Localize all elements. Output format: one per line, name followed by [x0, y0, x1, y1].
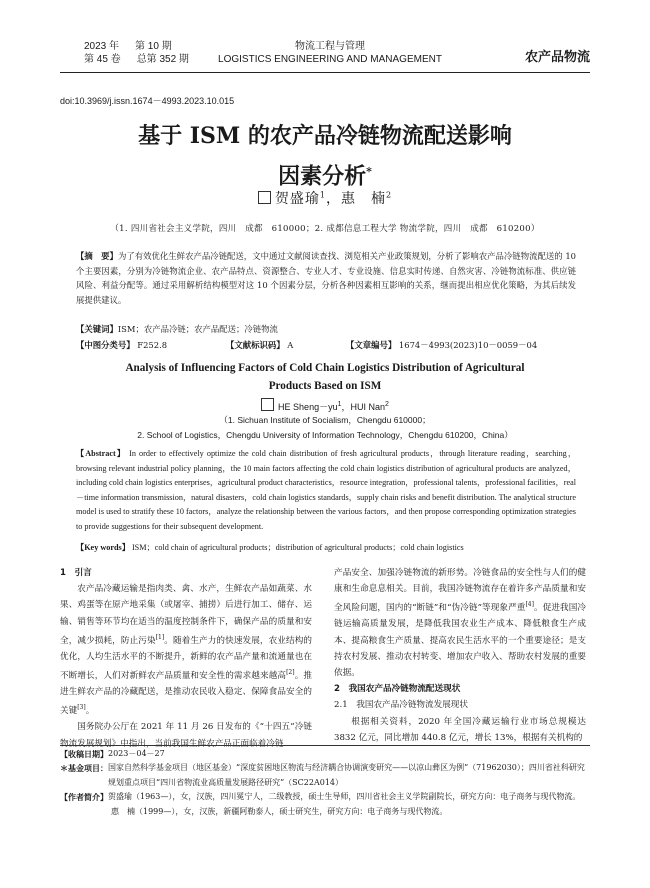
citation: [4] [525, 601, 534, 609]
received-date [60, 747, 590, 761]
author2-en: HUI Nan [350, 402, 386, 412]
citation: [3] [77, 704, 86, 712]
title-fund-mark: * [366, 165, 372, 178]
fund-note [60, 761, 590, 790]
author-bio-label: 【作者简介】 [60, 792, 108, 803]
paragraph-text: 。 [85, 706, 95, 717]
abstract-en-label: 【Abstract】 [76, 449, 127, 458]
authors-cn [60, 188, 590, 208]
journal-name-en: LOGISTICS ENGINEERING AND MANAGEMENT [218, 54, 442, 65]
paragraph-text: 。推进生鲜农产品的冷藏配送，是推动农民收入稳定、保障食品安全的关键 [60, 670, 312, 717]
abstract-cn-label: 【摘 要】 [76, 251, 118, 261]
author-bio [60, 790, 590, 804]
total-issue: 总第 352 期 [136, 54, 189, 65]
received-value: 2023－04－27 [108, 749, 165, 758]
author1-en-sup: 1 [337, 401, 342, 408]
journal-name [200, 40, 460, 66]
title-en-line2: Products Based on ISM [268, 380, 382, 392]
journal-name-cn: 物流工程与管理 [295, 41, 365, 52]
issue: 第 10 期 [135, 41, 172, 52]
author2-cn: 惠 楠 [341, 191, 386, 207]
section-2-1-heading: 2.1 我国农产品冷链物流发展现状 [334, 700, 468, 711]
title-en-line1: Analysis of Influencing Factors of Cold Chain Logistics Distribution of Agricultural [125, 362, 525, 374]
volume: 第 45 卷 [84, 54, 121, 65]
paragraph: 国务院办公厅在 2021 年 11 月 26 日发布的《“十四五”冷链物流发展规划》中指出，当前我国生鲜农产品正面临着冷链 [60, 722, 312, 749]
paper-title-en [80, 359, 570, 395]
article-no-label: 【文章编号】 [346, 340, 397, 350]
body-column-left [60, 565, 312, 752]
clc-value: F252.8 [137, 340, 168, 350]
journal-issue-info [84, 40, 189, 66]
abstract-en [76, 447, 576, 535]
citation: [1] [155, 633, 165, 641]
author1-cn-sup: 1 [319, 190, 326, 200]
keywords-en-label: 【Key words】 [76, 543, 130, 552]
doc-code-label: 【文献标识码】 [226, 340, 285, 350]
section-label: 农产品物流 [524, 50, 590, 65]
affiliation-en-2: 2. School of Logistics，Chengdu University of Information Technology，Chengdu 610200，China） [137, 430, 513, 440]
author1-en: HE Sheng－yu [278, 402, 338, 412]
checkbox-icon [261, 398, 274, 411]
body-column-right [334, 565, 586, 746]
keywords-cn [76, 323, 576, 335]
abstract-cn-text: 为了有效优化生鲜农产品冷链配送，文中通过文献阅读查找、浏览相关产业政策规划，分析了影响农产品冷链物流配送的 10 个主要因素，分别为冷链物流企业、农产品特点、资源整合、专业人才、专业设施、信息实时传递、自然灾害、冷链物流标准、供应链风险、利益分配等。通过采用解析结构模型对这 10 个因素分层，分析各种因素相互影响的关系，继而提出相应优化策略，为其后续发展提供建议。 [76, 251, 576, 305]
keywords-en-text: ISM；cold chain of agricultural products；distribution of agricultural products；cold chain logistics [131, 543, 464, 552]
footnotes [60, 747, 590, 819]
citation: [2] [286, 669, 295, 677]
keywords-cn-text: ISM；农产品冷链；农产品配送；冷链物流 [117, 324, 278, 334]
author2-en-sup: 2 [385, 401, 389, 408]
doc-code-value: A [287, 340, 294, 350]
paragraph-text: 农产品冷藏运输是指肉类、禽、水产，生鲜农产品如蔬菜、水果、鸡蛋等在原产地采集（或屠宰、捕捞）后进行加工、储存、运输、销售等环节均在适当的温度控制条件下，确保产品的质量和安全，减少损耗，防止污染 [60, 584, 312, 646]
affiliation-cn: （1. 四川省社会主义学院，四川 成都 610000；2. 成都信息工程大学 物流学院，四川 成都 610200） [110, 224, 540, 234]
clc-label: 【中图分类号】 [76, 340, 135, 350]
paragraph-text: 产品安全、加强冷链物流的新形势。冷链食品的安全性与人们的健康和生命息息相关。目前，我国冷链物流存在着许多产品质量和安全风险问题，国内的“断链”和“伪冷链”等现象严重 [334, 568, 586, 614]
checkbox-icon [258, 191, 271, 204]
doi: doi:10.3969/j.issn.1674－4993.2023.10.015 [60, 96, 235, 106]
title-cn-line2: 因素分析 [278, 163, 367, 190]
abstract-en-text: In order to effectively optimize the cold chain distribution of fresh agricultural products，through literature reading，searching，browsing relevant industrial policy planning，the 10 main factors affecting the cold chain logistics distribution of agricultural products are analyzed，including cold chain logistics enterprises，agricultural product characteristics，resource integration，professional talents，professional facilities，real－time information transmission，natural disasters，cold chain logistics standards，supply chain risks and benefit distribution. The analytical structure model is used to stratify these 10 factors，analyze the relationship between the various factors，and then propose corresponding optimization strategies to provide suggestions for their subsequent development. [76, 449, 577, 531]
footnote-rule [60, 745, 590, 746]
section-1-heading: 1 引言 [60, 568, 92, 578]
paragraph [60, 581, 312, 719]
received-label: 【收稿日期】 [60, 749, 108, 759]
classification-row [76, 339, 576, 351]
paragraph-text: 。促进我国冷链运输高质量发展，是降低我国农业生产成本、降低粮食生产成本、提高粮食生产质量、提高农民生活水平的一个重要途径；是支持农村发展、推动农村转变、增加农户收入、帮助农村发展的重要依据。 [334, 603, 586, 679]
section-2-heading: 2 我国农产品冷链物流配送现状 [334, 684, 461, 695]
year: 2023 年 [84, 41, 120, 52]
author1-cn: 贺盛瑜 [274, 191, 320, 207]
paragraph-text: 。随着生产力的快速发展，农业结构的优化，人均生活水平的不断提升，新鲜的农产品产量和流通量也在不断增长，人们对新鲜农产品质量和安全性的需求越来越高 [60, 635, 312, 681]
keywords-cn-label: 【关键词】 [76, 324, 118, 334]
author2-cn-sup: 2 [386, 190, 393, 200]
abstract-cn [76, 249, 576, 307]
paragraph [334, 565, 586, 681]
header-rule [60, 72, 590, 73]
author-separator: ， [326, 191, 341, 207]
keywords-en [76, 542, 576, 553]
author2-bio: 惠 楠（1999—），女，汉族，新疆阿勒泰人，硕士研究生，研究方向：电子商务与现代物流。 [111, 806, 448, 816]
title-cn-line1: 基于 ISM 的农产品冷链物流配送影响 [138, 123, 512, 149]
authors-en [60, 398, 590, 413]
affiliation-en-1: （1. Sichuan Institute of Socialism，Chengdu 610000； [219, 415, 431, 425]
author1-bio: 贺盛瑜（1963—），女，汉族，四川冕宁人，二级教授，硕士生导师，四川省社会主义学院副院长，研究方向：电子商务与现代物流。 [108, 792, 581, 802]
article-no-value: 1674－4993(2023)10－0059－04 [398, 340, 538, 350]
paper-title-cn [60, 118, 590, 194]
author-en-separator: ， [341, 402, 351, 412]
fund-label: ＊基金项目： [60, 763, 108, 774]
paragraph: 根据相关资料，2020 年全国冷藏运输行业市场总规模达 3832 亿元，同比增加 440.8 亿元，增长 13%，根据有关机构的 [334, 716, 586, 743]
fund-text: 国家自然科学基金项目（地区基金）“深度贫困地区物流与经济耦合协调演变研究——以凉山彝区为例”（71962030）；四川省社科研究规划重点项目“四川省物流业高质量发展路径研究”（SC22A014） [108, 763, 585, 787]
